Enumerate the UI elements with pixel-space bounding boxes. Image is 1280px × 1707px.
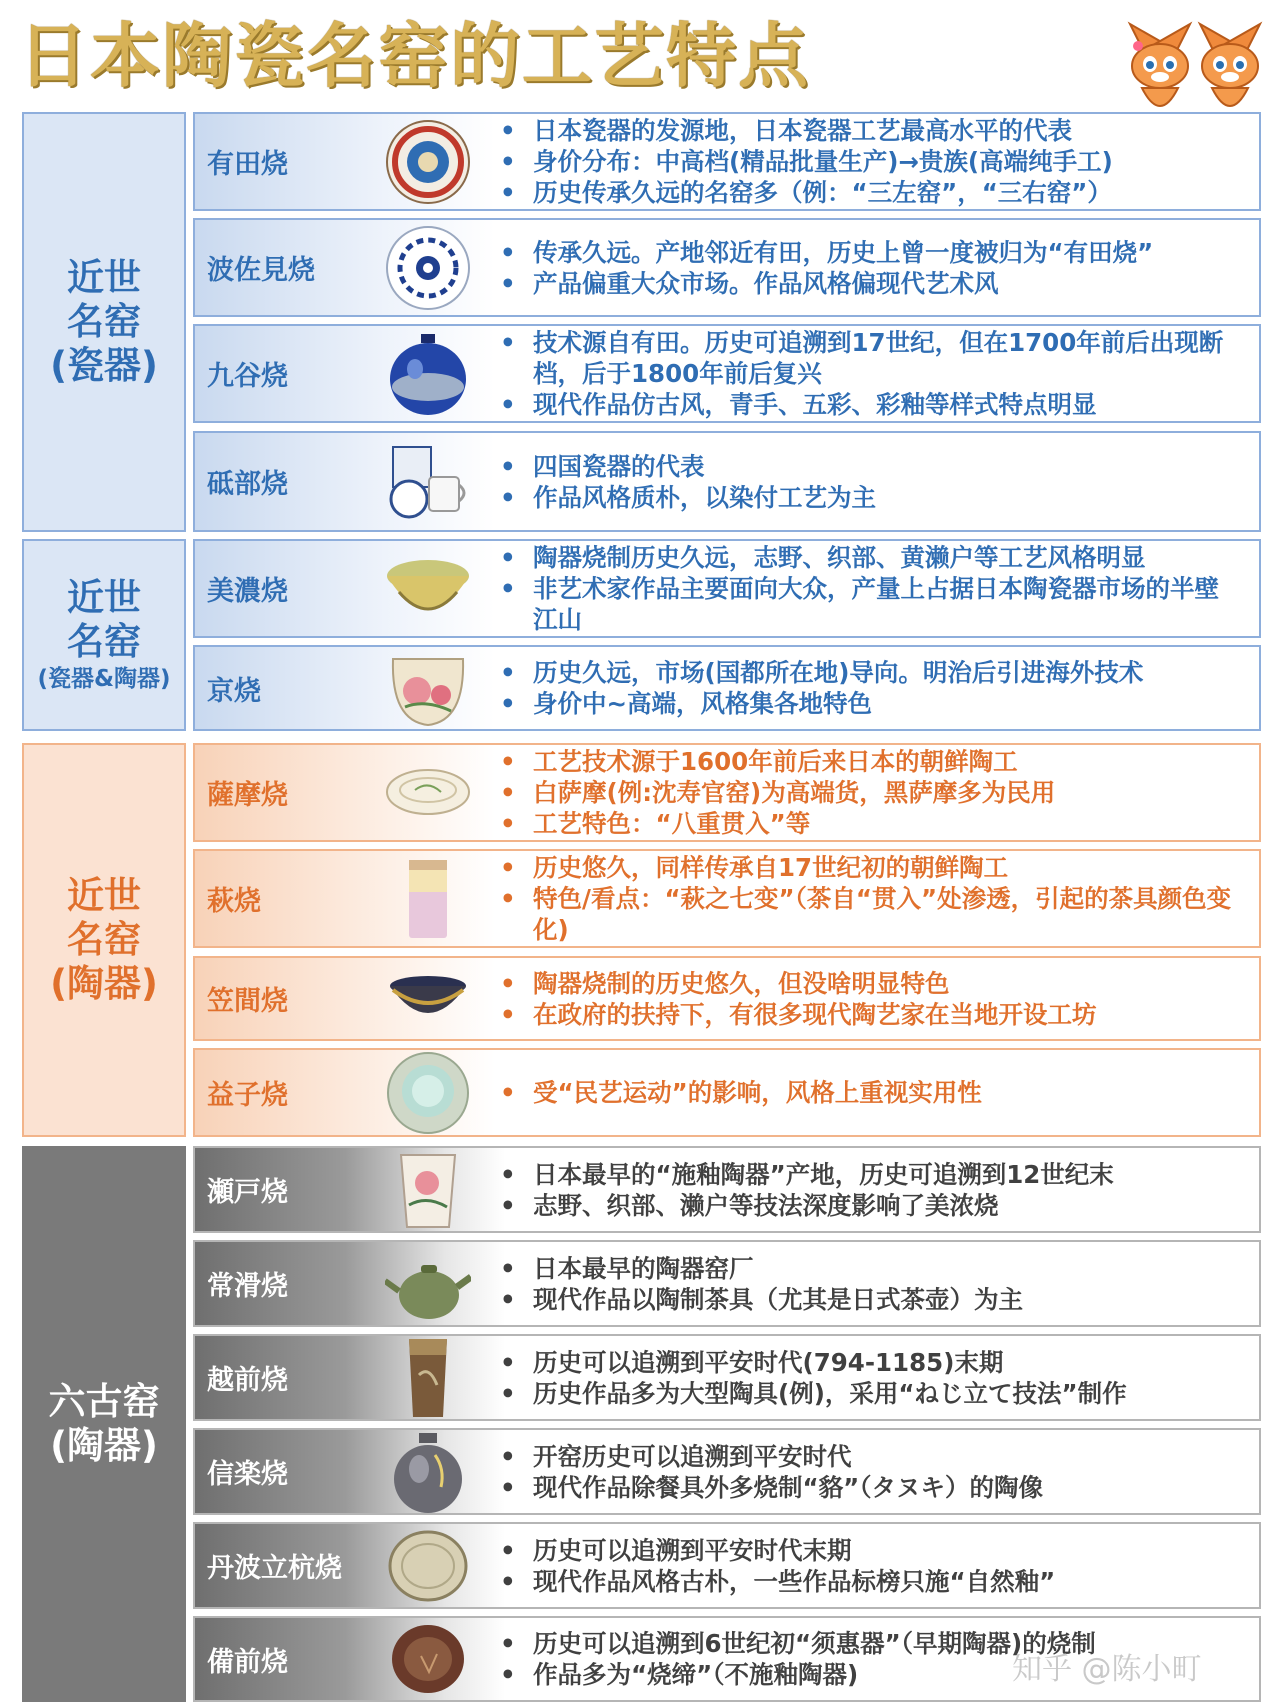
kiln-row <box>193 743 1261 842</box>
kiln-bullet-list <box>500 1242 1241 1325</box>
kiln-row <box>193 849 1261 948</box>
group-label-line: 近世 <box>66 874 141 917</box>
kiln-name: 越前烧 <box>207 1365 288 1396</box>
kiln-bullet-list <box>500 1524 1241 1607</box>
kiln-name: 萩烧 <box>207 886 261 917</box>
kiln-bullet: • 特色/看点：“萩之七变”（茶自“贯入”处渗透，引起的茶具颜色变化) <box>500 883 1241 945</box>
kiln-row <box>193 1146 1261 1233</box>
kiln-bullet-list <box>500 1430 1241 1513</box>
kiln-bullet-list <box>500 851 1241 946</box>
kiln-row <box>193 431 1261 532</box>
kiln-bullet: • 历史可以追溯到平安时代末期 <box>500 1535 1241 1566</box>
group-label-line: 近世 <box>67 576 141 619</box>
kiln-bullet: • 历史悠久，同样传承自17世纪初的朝鲜陶工 <box>500 852 1241 883</box>
kiln-bullet: • 志野、织部、濑户等技法深度影响了美浓烧 <box>500 1190 1241 1221</box>
kiln-bullet: • 非艺术家作品主要面向大众，产量上占据日本陶瓷器市场的半壁江山 <box>500 573 1241 635</box>
kiln-bullet-list <box>500 647 1241 729</box>
pink-cup-icon <box>385 856 471 942</box>
kiln-name: 常滑烧 <box>207 1271 288 1302</box>
blue-vase-icon <box>385 331 471 417</box>
blue-floral-plate-icon <box>385 225 471 311</box>
kiln-row <box>193 956 1261 1041</box>
brown-plate-icon <box>385 1616 471 1702</box>
kiln-bullet: • 身价中~高端，风格集各地特色 <box>500 688 1241 719</box>
kiln-bullet: • 陶器烧制的历史悠久，但没啥明显特色 <box>500 968 1241 999</box>
group-six-ancient-kilns <box>22 1146 186 1702</box>
white-dish-icon <box>385 750 471 836</box>
celadon-dish-icon <box>385 1050 471 1136</box>
gray-vase-icon <box>385 1429 471 1515</box>
kiln-bullet: • 日本最早的“施釉陶器”产地，历史可追溯到12世纪末 <box>500 1159 1241 1190</box>
kiln-row <box>193 1428 1261 1515</box>
kiln-bullet-list <box>500 433 1241 530</box>
kiln-row <box>193 112 1261 211</box>
kiln-bullet: • 在政府的扶持下，有很多现代陶艺家在当地开设工坊 <box>500 999 1241 1030</box>
kiln-bullet: • 日本最早的陶器窑厂 <box>500 1253 1241 1284</box>
kiln-bullet: • 作品风格质朴，以染付工艺为主 <box>500 482 1241 513</box>
group-early-modern-porcelain <box>22 112 186 532</box>
kiln-bullet: • 陶器烧制历史久远，志野、织部、黄濑户等工艺风格明显 <box>500 542 1241 573</box>
kiln-bullet: • 身价分布：中高档(精品批量生产)→贵族(高端纯手工) <box>500 146 1241 177</box>
kiln-name: 笠間烧 <box>207 986 288 1017</box>
group-label-line: (瓷器) <box>50 344 158 387</box>
kiln-name: 益子烧 <box>207 1080 288 1111</box>
kiln-name: 薩摩烧 <box>207 780 288 811</box>
group-label-line: (陶器) <box>50 1424 158 1467</box>
kiln-name: 瀬戸烧 <box>207 1177 288 1208</box>
kiln-bullet: • 日本瓷器的发源地，日本瓷器工艺最高水平的代表 <box>500 115 1241 146</box>
kiln-name: 波佐見烧 <box>207 255 315 286</box>
kiln-bullet-list <box>500 958 1241 1039</box>
teapot-icon <box>385 1241 471 1327</box>
kiln-row <box>193 645 1261 731</box>
kiln-bullet: • 历史可以追溯到6世纪初“须惠器”（早期陶器)的烧制 <box>500 1628 1241 1659</box>
kiln-row <box>193 1240 1261 1327</box>
group-label-line: 名窑 <box>66 300 141 343</box>
kiln-name: 京烧 <box>207 675 261 707</box>
kiln-bullet: • 现代作品风格古朴，一些作品标榜只施“自然釉” <box>500 1566 1241 1597</box>
kiln-bullet: • 现代作品以陶制茶具（尤其是日式茶壶）为主 <box>500 1284 1241 1315</box>
group-early-modern-pottery <box>22 743 186 1137</box>
kiln-name: 九谷烧 <box>207 361 288 392</box>
floral-teacup-icon <box>385 1147 471 1233</box>
group-label-line: 名窑 <box>67 620 141 663</box>
kiln-row <box>193 324 1261 423</box>
kiln-bullet-list <box>500 1050 1241 1135</box>
flower-cup-icon <box>385 645 471 731</box>
kiln-row <box>193 218 1261 317</box>
kiln-row <box>193 1522 1261 1609</box>
beige-plate-icon <box>385 1523 471 1609</box>
kiln-bullet: • 历史作品多为大型陶具(例)，采用“ねじ立て技法”制作 <box>500 1378 1241 1409</box>
kiln-bullet: • 现代作品除餐具外多烧制“貉”（タヌキ）的陶像 <box>500 1472 1241 1503</box>
imari-plate-icon <box>385 119 471 205</box>
dark-bowl-icon <box>385 956 471 1042</box>
page-title: 日本陶瓷名窑的工艺特点 <box>18 15 810 97</box>
group-label-line: (瓷器&陶器) <box>37 666 171 692</box>
kiln-bullet-list <box>500 745 1241 840</box>
kiln-bullet-list <box>500 220 1241 315</box>
kiln-bullet: • 传承久远。产地邻近有田，历史上曾一度被归为“有田烧” <box>500 237 1241 268</box>
kiln-bullet: • 工艺特色：“八重贯入”等 <box>500 808 1241 839</box>
kiln-name: 信楽烧 <box>207 1459 288 1490</box>
watermark: 知乎 @陈小町 <box>1012 1652 1202 1687</box>
kiln-bullet: • 开窑历史可以追溯到平安时代 <box>500 1441 1241 1472</box>
kiln-name: 備前烧 <box>207 1646 288 1678</box>
kiln-name: 美濃烧 <box>207 576 288 607</box>
group-label-line: 六古窑 <box>48 1380 160 1423</box>
kiln-row <box>193 1334 1261 1421</box>
kiln-bullet: • 历史可以追溯到平安时代(794-1185)末期 <box>500 1347 1241 1378</box>
kiln-bullet-list <box>500 1148 1241 1231</box>
kiln-bullet: • 历史久远，市场(国都所在地)导向。明治后引进海外技术 <box>500 657 1241 688</box>
kiln-bullet: • 四国瓷器的代表 <box>500 451 1241 482</box>
kiln-name: 有田烧 <box>207 149 288 180</box>
brown-tall-cup-icon <box>385 1335 471 1421</box>
kiln-bullet: • 历史传承久远的名窑多（例：“三左窑”，“三右窑”） <box>500 177 1241 208</box>
mug-set-icon <box>385 439 471 525</box>
group-label-line: 近世 <box>66 256 141 299</box>
kiln-row <box>193 539 1261 638</box>
kiln-bullet: • 现代作品仿古风，青手、五彩、彩釉等样式特点明显 <box>500 389 1241 420</box>
group-early-modern-mixed <box>22 539 186 731</box>
kiln-bullet-list <box>500 114 1241 209</box>
kiln-bullet: • 作品多为“烧缔”（不施釉陶器) <box>500 1659 1241 1690</box>
group-label-line: (陶器) <box>50 962 158 1005</box>
kiln-bullet: • 白萨摩(例:沈寿官窑)为高端货，黑萨摩多为民用 <box>500 777 1241 808</box>
kiln-bullet-list <box>500 326 1241 421</box>
group-label-line: 名窑 <box>66 918 141 961</box>
kiln-bullet: • 工艺技术源于1600年前后来日本的朝鲜陶工 <box>500 746 1241 777</box>
yellow-bowl-icon <box>385 546 471 632</box>
kiln-row <box>193 1048 1261 1137</box>
kiln-bullet: • 技术源自有田。历史可追溯到17世纪，但在1700年前后出现断档，后于1800年前后复兴 <box>500 327 1241 389</box>
kiln-name: 丹波立杭烧 <box>207 1553 342 1584</box>
kiln-bullet: • 产品偏重大众市场。作品风格偏现代艺术风 <box>500 268 1241 299</box>
kiln-bullet-list <box>500 541 1241 636</box>
kiln-bullet-list <box>500 1336 1241 1419</box>
kiln-name: 砥部烧 <box>207 469 288 500</box>
kiln-bullet: • 受“民艺运动”的影响，风格上重视实用性 <box>500 1077 1241 1108</box>
